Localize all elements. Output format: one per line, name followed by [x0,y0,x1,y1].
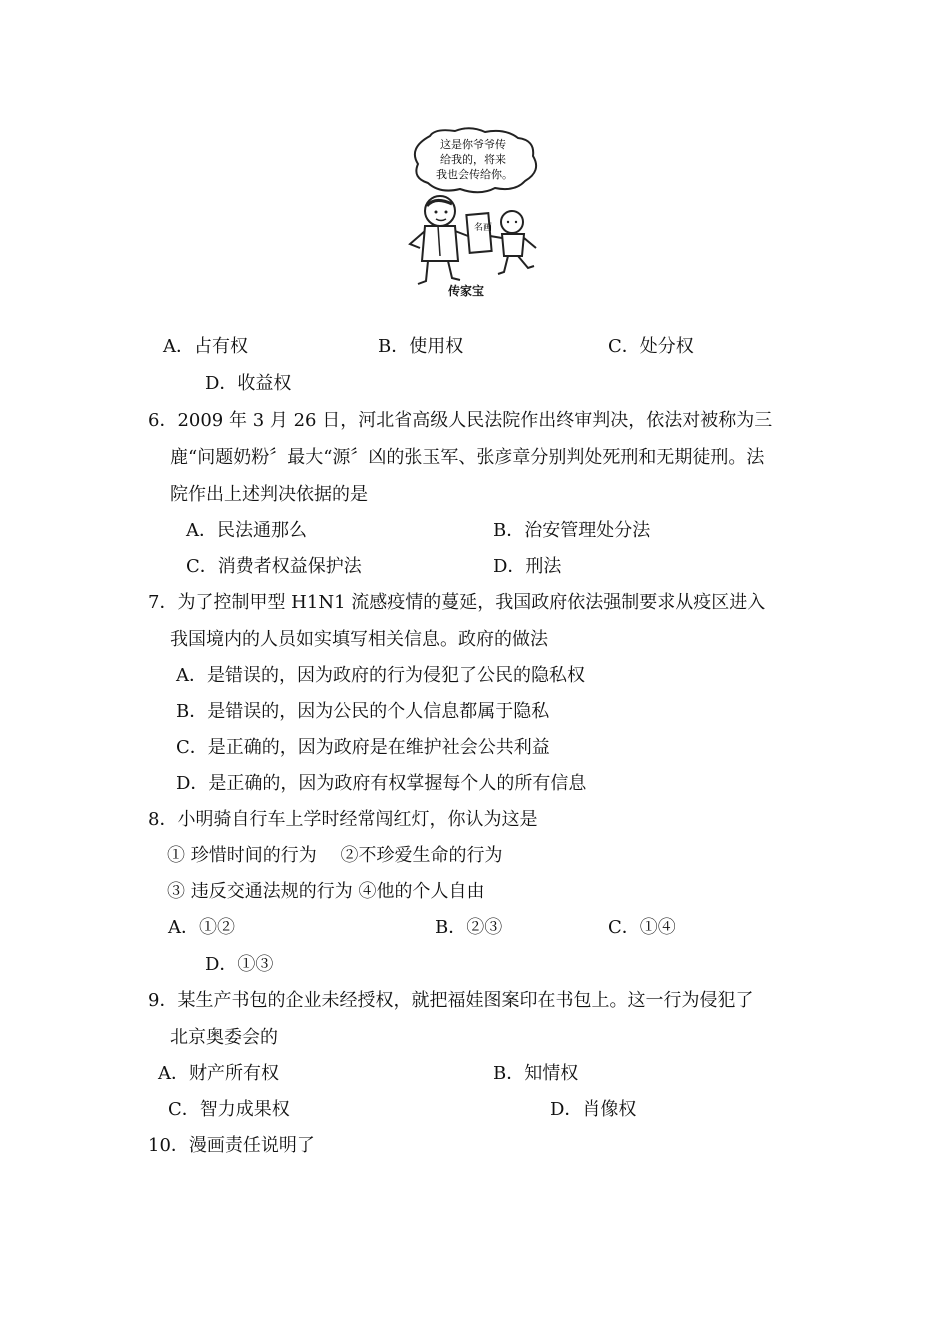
q8-stem-line-2: ① 珍惜时间的行为 ②不珍爱生命的行为 [167,845,503,866]
q8-option-c: C．①④ [608,917,676,938]
q8-stem-line-3: ③ 违反交通法规的行为 ④他的个人自由 [167,881,485,902]
q7-option-c: C．是正确的，因为政府是在维护社会公共利益 [176,737,550,758]
q8-option-d: D．①③ [205,954,274,975]
q9-stem-line-1: 9．某生产书包的企业未经授权，就把福娃图案印在书包上。这一行为侵犯了 [148,990,754,1011]
q9-stem-line-2: 北京奥委会的 [170,1027,278,1048]
q6-option-d: D．刑法 [493,556,562,577]
q8-stem-line-1: 8．小明骑自行车上学时经常闯红灯，你认为这是 [148,809,538,830]
q9-option-b: B．知情权 [493,1063,579,1084]
q6-stem-line-1: 6．2009 年 3 月 26 日，河北省高级人民法院作出终审判决，依法对被称为三 [148,410,773,431]
bubble-line-3: 我也会传给你。 [436,168,513,181]
q8-option-a: A．①② [168,917,235,938]
cartoon-drawing [400,126,550,304]
cartoon-illustration [400,126,550,304]
bubble-line-2: 给我的，将来 [440,153,506,166]
q10-stem-line-1: 10．漫画责任说明了 [148,1135,315,1156]
q7-stem-line-1: 7．为了控制甲型 H1N1 流感疫情的蔓延，我国政府依法强制要求从疫区进入 [148,592,766,613]
q5-option-d: D．收益权 [205,373,292,394]
q5-option-c: C．处分权 [608,336,694,357]
q5-option-b: B．使用权 [378,336,464,357]
q6-stem-line-2: 鹿“问题奶粉〞最大“源〞凶的张玉军、张彦章分别判处死刑和无期徒刑。法 [170,447,765,468]
q6-option-c: C．消费者权益保护法 [186,556,362,577]
q9-option-d: D．肖像权 [550,1099,637,1120]
q7-stem-line-2: 我国境内的人员如实填写相关信息。政府的做法 [170,629,548,650]
cartoon-caption: 传家宝 [448,284,485,298]
q7-option-b: B．是错误的，因为公民的个人信息都属于隐私 [176,701,550,722]
q7-option-a: A．是错误的，因为政府的行为侵犯了公民的隐私权 [176,665,585,686]
q5-option-a: A．占有权 [163,336,248,357]
q9-option-c: C．智力成果权 [168,1099,290,1120]
q9-option-a: A．财产所有权 [158,1063,279,1084]
q6-option-b: B．治安管理处分法 [493,520,651,541]
q6-stem-line-3: 院作出上述判决依据的是 [170,484,368,505]
q7-option-d: D．是正确的，因为政府有权掌握每个人的所有信息 [176,773,587,794]
painting-label: 名画 [474,223,493,233]
q6-option-a: A．民法通那么 [186,520,307,541]
bubble-line-1: 这是你爷爷传 [440,138,506,151]
q8-option-b: B．②③ [435,917,503,938]
